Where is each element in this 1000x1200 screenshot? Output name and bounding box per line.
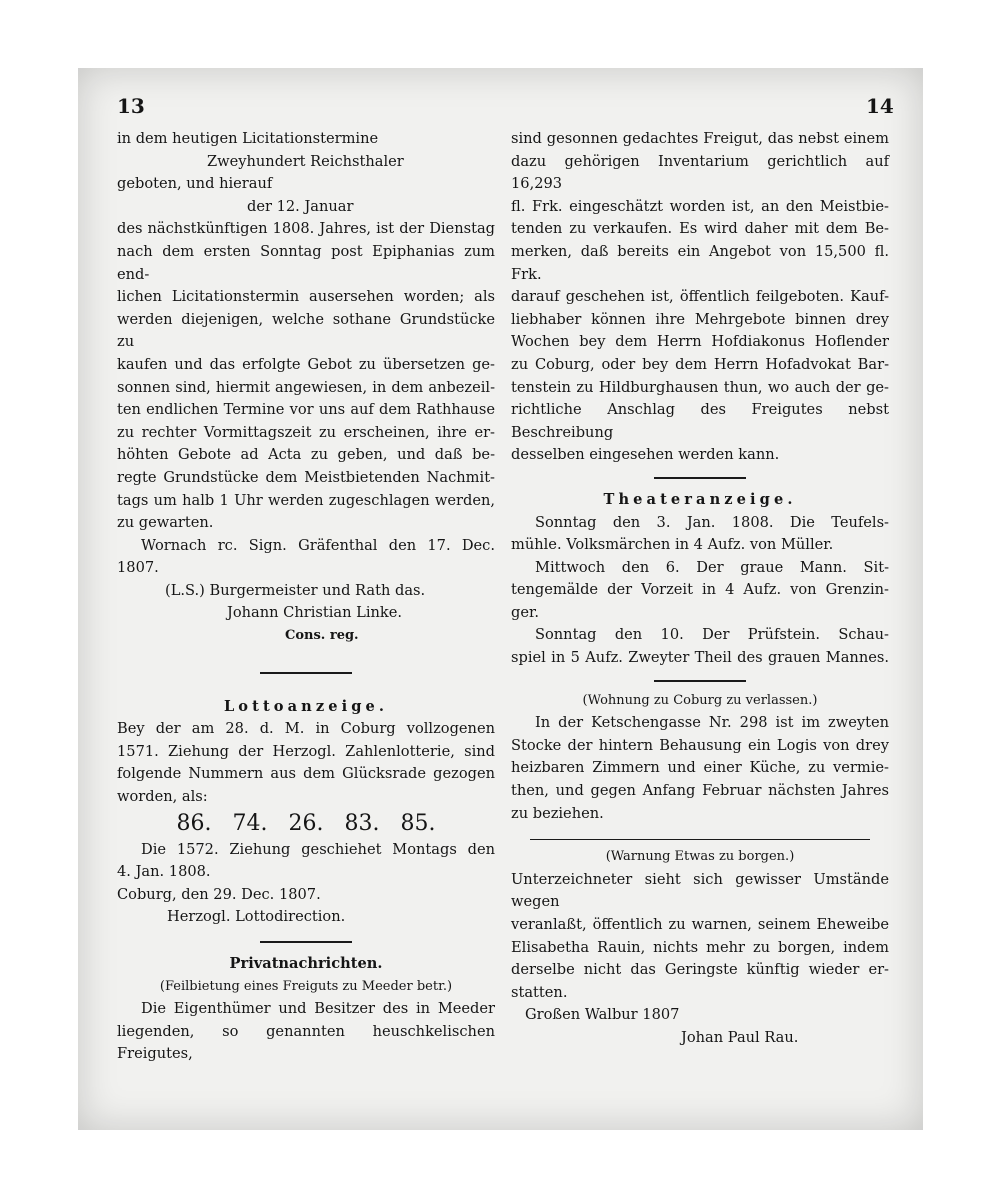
text-line: Bey der am 28. d. M. in Coburg vollzogenen [117, 720, 495, 738]
text-line: zu rechter Vormittagszeit zu erscheinen, ihre er- [117, 423, 495, 441]
text-line: folgende Nummern aus dem Glücksrade gezogen [117, 765, 495, 783]
text-line: zu beziehen. [511, 804, 604, 822]
text-line: tags um halb 1 Uhr werden zugeschlagen werden, [117, 491, 495, 509]
text-line: Zweyhundert Reichsthaler [207, 152, 404, 170]
text-line: heizbaren Zimmern und einer Küche, zu vermie- [511, 759, 889, 777]
text-line: Sonntag den 10. Der Prüfstein. Schau- [535, 626, 889, 644]
text-line: desselben eingesehen werden kann. [511, 446, 780, 464]
text-line: mühle. Volksmärchen in 4 Aufz. von Müller. [511, 536, 834, 554]
section-divider [260, 941, 352, 943]
text-line: lichen Licitationstermin ausersehen worden; als [117, 288, 495, 306]
signature-note: Cons. reg. [285, 628, 359, 644]
text-line: merken, daß bereits ein Angebot von 15,500 fl. Frk. [511, 242, 889, 283]
text-line: des nächstkünftigen 1808. Jahres, ist der Dienstag [117, 220, 495, 238]
text-line: tenden zu verkaufen. Es wird daher mit dem Be- [511, 220, 889, 238]
text-line: statten. [511, 983, 568, 1001]
text-line: regte Grundstücke dem Meistbietenden Nachmit- [117, 468, 495, 486]
text-line: Die 1572. Ziehung geschiehet Montags den [141, 840, 495, 858]
text-line: zu gewarten. [117, 514, 214, 532]
text-line: richtliche Anschlag des Freigutes nebst Beschreibung [511, 401, 889, 441]
text-line: dazu gehörigen Inventarium gerichtlich auf 16,293 [511, 152, 889, 193]
text-line: zu Coburg, oder bey dem Herrn Hofadvokat Bar- [511, 355, 889, 373]
text-line: Wornach rc. Sign. Gräfenthal den 17. Dec. [141, 536, 495, 554]
text-line: in dem heutigen Licitationstermine [117, 130, 379, 147]
text-line: sind gesonnen gedachtes Freigut, das nebst einem [511, 130, 889, 147]
text-line: werden diejenigen, welche sothane Grundstücke zu [117, 310, 495, 351]
section-divider [654, 477, 746, 479]
text-line: Coburg, den 29. Dec. 1807. [117, 885, 321, 903]
page-number-right: 14 [866, 94, 894, 118]
section-subheading: (Feilbietung eines Freiguts zu Meeder betr.) [159, 978, 453, 994]
text-line: veranlaßt, öffentlich zu warnen, seinem Eheweibe [511, 916, 889, 933]
left-column [117, 128, 495, 1066]
rent-notice [511, 690, 889, 826]
text-line: Stocke der hintern Behausung ein Logis von drey [511, 736, 889, 754]
private-notices [117, 953, 495, 1066]
text-line: tengemälde der Vorzeit in 4 Aufz. von Grenzin- [511, 581, 889, 599]
section-heading: (Warnung Etwas zu borgen.) [605, 849, 795, 865]
text-line: 1571. Ziehung der Herzogl. Zahlenlotterie, sind [117, 742, 495, 760]
sale-notice-continued [511, 128, 889, 467]
section-heading: Privatnachrichten. [229, 955, 383, 972]
text-line: 1807. [117, 559, 159, 577]
signature-name: Johann Christian Linke. [227, 604, 403, 622]
theater-notice [511, 489, 889, 670]
lotto-numbers: 86. 74. 26. 83. 85. [176, 810, 436, 836]
text-line: then, und gegen Anfang Februar nächsten Jahres [511, 782, 889, 800]
auction-notice [117, 128, 495, 648]
text-line: darauf geschehen ist, öffentlich feilgeboten. Kauf- [511, 288, 889, 306]
text-line: Großen Walbur 1807 [525, 1006, 680, 1024]
signature-name: Johan Paul Rau. [681, 1028, 799, 1046]
text-line: kaufen und das erfolgte Gebot zu übersetzen ge- [117, 355, 495, 373]
text-line: Mittwoch den 6. Der graue Mann. Sit- [535, 558, 889, 576]
text-line: Die Eigenthümer und Besitzer des in Meeder [141, 1000, 495, 1018]
text-line: Unterzeichneter sieht sich gewisser Umstände wegen [511, 870, 889, 911]
text-line: Herzogl. Lottodirection. [167, 908, 346, 926]
section-divider [530, 839, 870, 840]
text-line: liegenden, so genannten heuschkelischen Freigutes, [117, 1022, 495, 1063]
text-line: der 12. Januar [247, 197, 354, 215]
text-line: liebhaber können ihre Mehrgebote binnen drey [511, 310, 889, 328]
section-divider [260, 672, 352, 674]
text-line: Wochen bey dem Herrn Hofdiakonus Hoflender [511, 333, 889, 351]
text-line: 4. Jan. 1808. [117, 863, 211, 881]
right-column [511, 128, 889, 1050]
text-line: worden, als: [117, 788, 208, 806]
text-line: Elisabetha Rauin, nichts mehr zu borgen, indem [511, 938, 889, 956]
section-heading: Lottoanzeige. [223, 697, 389, 715]
text-line: Sonntag den 3. Jan. 1808. Die Teufels- [535, 513, 889, 531]
text-line: tenstein zu Hildburghausen thun, wo auch der ge- [511, 378, 889, 396]
text-line: ger. [511, 603, 539, 621]
text-line: In der Ketschengasse Nr. 298 ist im zweyten [535, 714, 889, 732]
section-heading: (Wohnung zu Coburg zu verlassen.) [582, 692, 818, 708]
lotto-notice [117, 696, 495, 929]
text-line: geboten, und hierauf [117, 175, 273, 193]
section-heading: Theateranzeige. [603, 490, 797, 508]
section-divider [654, 680, 746, 682]
text-line: spiel in 5 Aufz. Zweyter Theil des grauen Mannes. [511, 649, 889, 667]
page-number-left: 13 [117, 94, 145, 118]
text-line: höhten Gebote ad Acta zu geben, und daß be- [117, 446, 495, 464]
signature-line: (L.S.) Burgermeister und Rath das. [165, 581, 426, 599]
text-line: ten endlichen Termine vor uns auf dem Rathhause [117, 401, 495, 419]
text-line: nach dem ersten Sonntag post Epiphanias zum end- [117, 242, 495, 283]
text-line: sonnen sind, hiermit angewiesen, in dem anbezeil- [117, 378, 495, 396]
warning-notice [511, 846, 889, 1049]
text-line: fl. Frk. eingeschätzt worden ist, an den Meistbie- [511, 197, 889, 215]
text-line: derselbe nicht das Geringste künftig wieder er- [511, 961, 889, 979]
